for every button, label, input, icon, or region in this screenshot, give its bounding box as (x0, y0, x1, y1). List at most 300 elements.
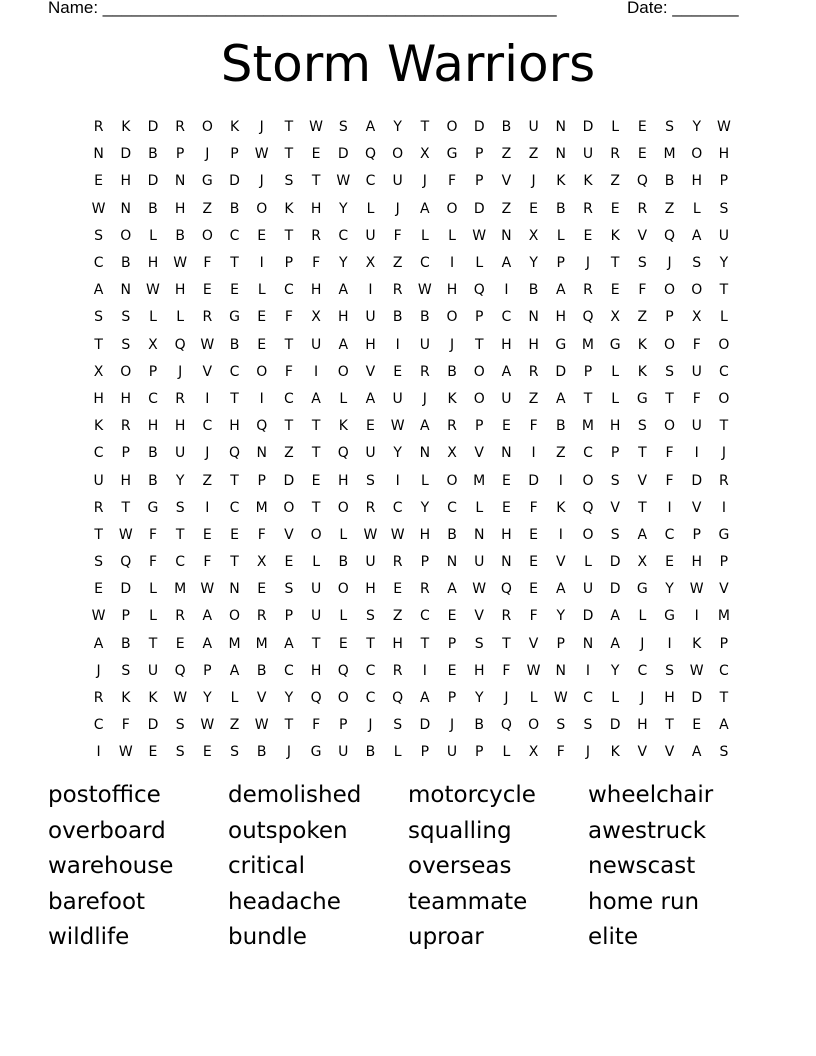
grid-letter: A (420, 418, 430, 435)
grid-letter: C (637, 662, 648, 679)
grid-letter: C (229, 363, 240, 380)
grid-letter: Z (664, 200, 675, 217)
grid-letter: I (585, 662, 591, 679)
grid-letter: M (228, 635, 241, 652)
grid-letter: R (93, 119, 104, 136)
grid-row (85, 114, 738, 141)
grid-letter: A (311, 390, 321, 407)
grid-letter: Y (692, 119, 701, 136)
grid-letter: A (202, 635, 213, 652)
grid-letter: G (147, 499, 159, 516)
grid-letter: D (609, 717, 621, 734)
grid-letter: L (420, 472, 429, 489)
grid-letter: E (529, 554, 539, 571)
grid-letter: W (173, 690, 188, 707)
grid-row (85, 277, 738, 304)
grid-row (85, 712, 738, 739)
grid-letter: H (555, 309, 567, 326)
grid-letter: Z (528, 146, 539, 163)
grid-letter: T (284, 227, 294, 244)
grid-letter: X (528, 227, 539, 244)
grid-letter: H (338, 472, 349, 489)
grid-letter: A (501, 255, 512, 272)
grid-letter: K (556, 499, 566, 516)
grid-letter: A (420, 200, 430, 217)
grid-letter: I (694, 608, 699, 625)
grid-letter: R (93, 690, 104, 707)
grid-letter: E (501, 418, 511, 435)
grid-letter: Y (474, 690, 484, 707)
grid-letter: H (174, 200, 186, 217)
grid-letter: W (146, 282, 160, 299)
grid-letter: J (422, 390, 427, 407)
grid-letter: M (663, 146, 676, 163)
grid-letter: J (286, 744, 291, 761)
grid-letter: H (664, 690, 675, 707)
grid-letter: S (338, 119, 348, 136)
grid-row (85, 332, 738, 359)
grid-letter: T (719, 282, 729, 299)
grid-letter: L (502, 744, 511, 761)
grid-letter: G (555, 336, 567, 353)
grid-letter: T (284, 336, 294, 353)
grid-letter: S (284, 173, 294, 190)
grid-letter: B (120, 255, 131, 272)
grid-letter: E (257, 336, 267, 353)
grid-letter: P (447, 690, 457, 707)
grid-letter: Z (555, 445, 566, 462)
grid-letter: E (257, 309, 267, 326)
grid-letter: I (667, 635, 672, 652)
grid-letter: J (585, 744, 591, 761)
grid-letter: Z (202, 472, 213, 489)
grid-letter: C (93, 255, 104, 272)
grid-letter: N (446, 554, 458, 571)
grid-letter: G (636, 581, 648, 598)
grid-letter: P (447, 635, 457, 652)
word-list-item: motorcycle (408, 782, 536, 808)
grid-letter: Z (501, 146, 512, 163)
grid-letter: T (284, 717, 294, 734)
grid-letter: V (501, 173, 512, 190)
grid-letter: G (609, 336, 621, 353)
grid-letter: E (610, 282, 620, 299)
grid-letter: A (691, 744, 702, 761)
grid-letter: E (692, 717, 702, 734)
grid-letter: P (257, 472, 266, 489)
grid-letter: W (417, 282, 432, 299)
grid-letter: B (555, 418, 566, 435)
grid-letter: O (120, 363, 132, 380)
grid-letter: I (504, 282, 509, 299)
grid-letter: U (691, 363, 702, 380)
grid-letter: O (256, 363, 268, 380)
grid-letter: O (473, 363, 485, 380)
grid-letter: P (556, 255, 565, 272)
grid-letter: M (255, 499, 268, 516)
grid-letter: Q (664, 227, 676, 244)
grid-letter: D (283, 472, 295, 489)
grid-letter: E (583, 227, 593, 244)
grid-letter: E (94, 173, 104, 190)
grid-letter: T (474, 336, 484, 353)
word-list (48, 778, 768, 956)
grid-letter: F (529, 499, 538, 516)
grid-letter: S (692, 255, 702, 272)
grid-letter: R (419, 581, 430, 598)
grid-letter: D (229, 173, 240, 190)
grid-letter: S (94, 309, 104, 326)
grid-letter: E (257, 227, 267, 244)
word-list-item: barefoot (48, 888, 146, 915)
grid-letter: U (338, 744, 349, 761)
grid-letter: R (392, 282, 403, 299)
grid-letter: T (311, 635, 321, 652)
grid-letter: J (640, 635, 645, 652)
grid-letter: H (365, 336, 376, 353)
grid-letter: W (553, 690, 568, 707)
grid-letter: O (528, 717, 540, 734)
grid-letter: I (259, 390, 264, 407)
grid-letter: U (310, 608, 322, 625)
grid-letter: T (311, 499, 321, 516)
grid-letter: O (337, 499, 349, 516)
grid-letter: F (203, 255, 212, 272)
grid-letter: U (474, 554, 485, 571)
grid-letter: N (120, 200, 132, 217)
grid-letter: S (719, 744, 729, 761)
grid-letter: E (148, 744, 158, 761)
grid-letter: J (422, 173, 427, 190)
grid-letter: D (120, 581, 132, 598)
grid-letter: H (338, 309, 349, 326)
grid-letter: A (555, 282, 566, 299)
grid-letter: Z (610, 173, 620, 190)
grid-letter: D (473, 200, 485, 217)
grid-letter: B (447, 526, 457, 543)
grid-letter: C (284, 662, 294, 679)
grid-letter: X (311, 309, 321, 326)
grid-letter: I (314, 363, 319, 380)
grid-letter: B (392, 309, 403, 326)
grid-letter: F (529, 418, 538, 435)
grid-letter: F (148, 526, 157, 543)
grid-letter: P (230, 146, 239, 163)
grid-letter: S (665, 363, 674, 380)
grid-letter: S (94, 227, 104, 244)
grid-row (85, 413, 738, 440)
grid-letter: R (365, 499, 376, 516)
grid-letter: K (284, 200, 294, 217)
grid-letter: P (121, 608, 130, 625)
grid-letter: E (230, 526, 239, 543)
grid-letter: N (582, 635, 594, 652)
grid-letter: L (393, 744, 402, 761)
grid-letter: C (719, 662, 729, 679)
grid-letter: H (310, 282, 322, 299)
grid-letter: L (611, 690, 620, 707)
grid-letter: F (448, 173, 457, 190)
grid-letter: Y (719, 255, 729, 272)
grid-letter: B (474, 717, 485, 734)
grid-letter: C (93, 445, 104, 462)
grid-letter: I (694, 445, 699, 462)
grid-letter: V (719, 581, 729, 598)
grid-letter: V (610, 499, 620, 516)
grid-letter: W (716, 119, 731, 136)
grid-letter: C (664, 526, 675, 543)
grid-letter: P (719, 635, 729, 652)
grid-letter: H (419, 526, 431, 543)
grid-letter: Q (174, 662, 186, 679)
grid-letter: S (366, 608, 375, 625)
grid-letter: X (256, 554, 267, 571)
grid-letter: R (256, 608, 267, 625)
grid-letter: P (474, 146, 484, 163)
grid-letter: B (148, 146, 158, 163)
grid-letter: H (528, 336, 539, 353)
grid-letter: F (665, 445, 674, 462)
grid-letter: E (393, 363, 403, 380)
grid-letter: O (120, 227, 132, 244)
grid-letter: W (526, 662, 541, 679)
grid-letter: E (284, 554, 294, 571)
grid-letter: D (582, 608, 594, 625)
grid-row (85, 386, 738, 413)
word-list-item: overseas (408, 853, 512, 879)
grid-letter: U (365, 227, 376, 244)
grid-letter: C (392, 499, 403, 516)
grid-row (85, 658, 738, 685)
grid-letter: X (148, 336, 158, 353)
grid-letter: P (474, 309, 484, 326)
grid-row (85, 549, 738, 576)
grid-row (85, 603, 738, 630)
grid-letter: S (230, 744, 239, 761)
grid-letter: Y (393, 445, 402, 462)
grid-letter: G (718, 526, 730, 543)
grid-letter: N (501, 445, 512, 462)
grid-letter: S (366, 472, 375, 489)
grid-row (85, 440, 738, 467)
grid-letter: S (665, 662, 674, 679)
grid-letter: R (583, 200, 593, 217)
grid-letter: S (121, 309, 131, 326)
grid-letter: E (637, 146, 647, 163)
grid-letter: V (365, 363, 376, 380)
grid-letter: C (419, 608, 430, 625)
grid-letter: N (256, 445, 267, 462)
grid-letter: T (311, 445, 321, 462)
grid-letter: C (419, 255, 430, 272)
page-title: Storm Warriors (220, 35, 596, 93)
grid-letter: P (474, 173, 484, 190)
grid-letter: S (583, 717, 593, 734)
grid-letter: E (175, 635, 185, 652)
grid-letter: L (611, 390, 620, 407)
grid-letter: L (556, 227, 565, 244)
grid-letter: H (365, 581, 376, 598)
grid-letter: S (665, 119, 674, 136)
grid-letter: W (472, 581, 487, 598)
word-list-item: wheelchair (588, 782, 714, 808)
grid-row (85, 576, 738, 603)
grid-letter: A (501, 363, 512, 380)
word-list-item: uproar (408, 924, 484, 950)
grid-letter: B (229, 336, 240, 353)
grid-letter: M (581, 418, 595, 435)
grid-letter: Y (203, 690, 212, 707)
grid-letter: B (120, 635, 131, 652)
grid-row (85, 631, 738, 658)
grid-letter: L (611, 363, 620, 380)
grid-letter: P (474, 744, 484, 761)
grid-letter: U (718, 227, 730, 244)
grid-letter: O (582, 526, 594, 543)
grid-letter: L (448, 227, 456, 244)
grid-letter: N (93, 146, 104, 163)
grid-letter: O (664, 418, 676, 435)
grid-letter: F (148, 554, 157, 571)
grid-letter: T (311, 173, 321, 190)
grid-letter: N (555, 119, 567, 136)
grid-letter: F (312, 717, 321, 734)
grid-letter: F (529, 608, 538, 625)
word-list-item: wildlife (48, 924, 130, 950)
grid-letter: L (720, 309, 728, 326)
grid-letter: W (200, 336, 215, 353)
grid-letter: L (529, 690, 538, 707)
grid-letter: L (420, 227, 429, 244)
grid-letter: L (692, 200, 701, 217)
grid-letter: H (501, 526, 512, 543)
word-list-item: home run (588, 888, 700, 915)
grid-letter: Q (174, 336, 186, 353)
grid-letter: O (337, 581, 349, 598)
grid-row (85, 359, 738, 386)
grid-letter: H (147, 418, 159, 435)
grid-letter: F (692, 390, 701, 407)
grid-letter: O (473, 390, 485, 407)
grid-letter: I (205, 390, 210, 407)
grid-letter: W (472, 227, 487, 244)
grid-letter: B (148, 472, 158, 489)
grid-letter: G (229, 309, 240, 326)
grid-letter: P (719, 173, 729, 190)
grid-letter: A (338, 336, 349, 353)
grid-letter: B (148, 445, 158, 462)
grid-row (85, 168, 738, 195)
grid-letter: E (610, 200, 620, 217)
grid-letter: L (149, 227, 157, 244)
grid-letter: D (609, 581, 621, 598)
grid-letter: H (637, 717, 648, 734)
grid-letter: K (338, 418, 348, 435)
grid-letter: N (229, 581, 240, 598)
grid-letter: E (338, 635, 348, 652)
grid-letter: P (148, 363, 158, 380)
grid-letter: U (392, 390, 403, 407)
grid-letter: C (175, 554, 186, 571)
grid-letter: X (447, 445, 457, 462)
grid-letter: Q (256, 418, 268, 435)
word-list-item: postoffice (48, 782, 161, 808)
grid-letter: Q (337, 445, 349, 462)
grid-letter: R (120, 418, 131, 435)
grid-letter: T (638, 499, 647, 516)
grid-letter: T (366, 635, 375, 652)
grid-letter: L (176, 309, 185, 326)
grid-letter: H (446, 282, 458, 299)
grid-letter: Q (392, 690, 404, 707)
grid-letter: D (147, 717, 159, 734)
grid-letter: Z (392, 608, 403, 625)
grid-letter: M (255, 635, 268, 652)
grid-letter: P (692, 526, 701, 543)
date-field-label: Date: _______ (627, 0, 739, 17)
grid-letter: C (202, 418, 213, 435)
grid-letter: F (257, 526, 266, 543)
grid-letter: O (201, 119, 213, 136)
grid-letter: W (390, 526, 405, 543)
grid-letter: D (473, 119, 485, 136)
grid-letter: W (173, 255, 188, 272)
grid-letter: I (259, 255, 264, 272)
grid-letter: U (310, 336, 322, 353)
grid-letter: H (392, 635, 403, 652)
grid-letter: D (337, 146, 349, 163)
grid-letter: W (363, 526, 378, 543)
grid-letter: K (610, 744, 620, 761)
grid-letter: H (174, 418, 186, 435)
grid-letter: J (531, 173, 536, 190)
grid-letter: L (149, 309, 157, 326)
grid-row (85, 304, 738, 331)
grid-letter: L (339, 608, 348, 625)
grid-letter: F (312, 255, 321, 272)
grid-letter: A (447, 581, 457, 598)
grid-row (85, 522, 738, 549)
grid-letter: C (365, 662, 376, 679)
grid-letter: E (257, 581, 267, 598)
grid-letter: T (121, 499, 131, 516)
grid-letter: I (368, 282, 373, 299)
grid-letter: P (719, 554, 729, 571)
grid-letter: M (717, 608, 730, 625)
grid-letter: V (284, 526, 294, 543)
grid-letter: Q (364, 146, 376, 163)
grid-letter: Z (637, 309, 648, 326)
word-list-item: elite (588, 924, 639, 950)
grid-letter: W (200, 581, 215, 598)
grid-letter: Y (393, 119, 402, 136)
grid-letter: N (174, 173, 186, 190)
grid-letter: O (201, 227, 213, 244)
grid-letter: V (637, 227, 648, 244)
grid-letter: B (175, 227, 185, 244)
grid-letter: J (96, 662, 101, 679)
grid-letter: I (395, 336, 400, 353)
grid-letter: U (691, 418, 702, 435)
grid-letter: V (528, 635, 539, 652)
grid-letter: B (148, 200, 158, 217)
grid-letter: E (447, 608, 457, 625)
grid-letter: R (392, 554, 403, 571)
grid-letter: F (638, 282, 647, 299)
grid-letter: P (203, 662, 212, 679)
grid-letter: M (581, 336, 595, 353)
grid-letter: S (94, 554, 104, 571)
